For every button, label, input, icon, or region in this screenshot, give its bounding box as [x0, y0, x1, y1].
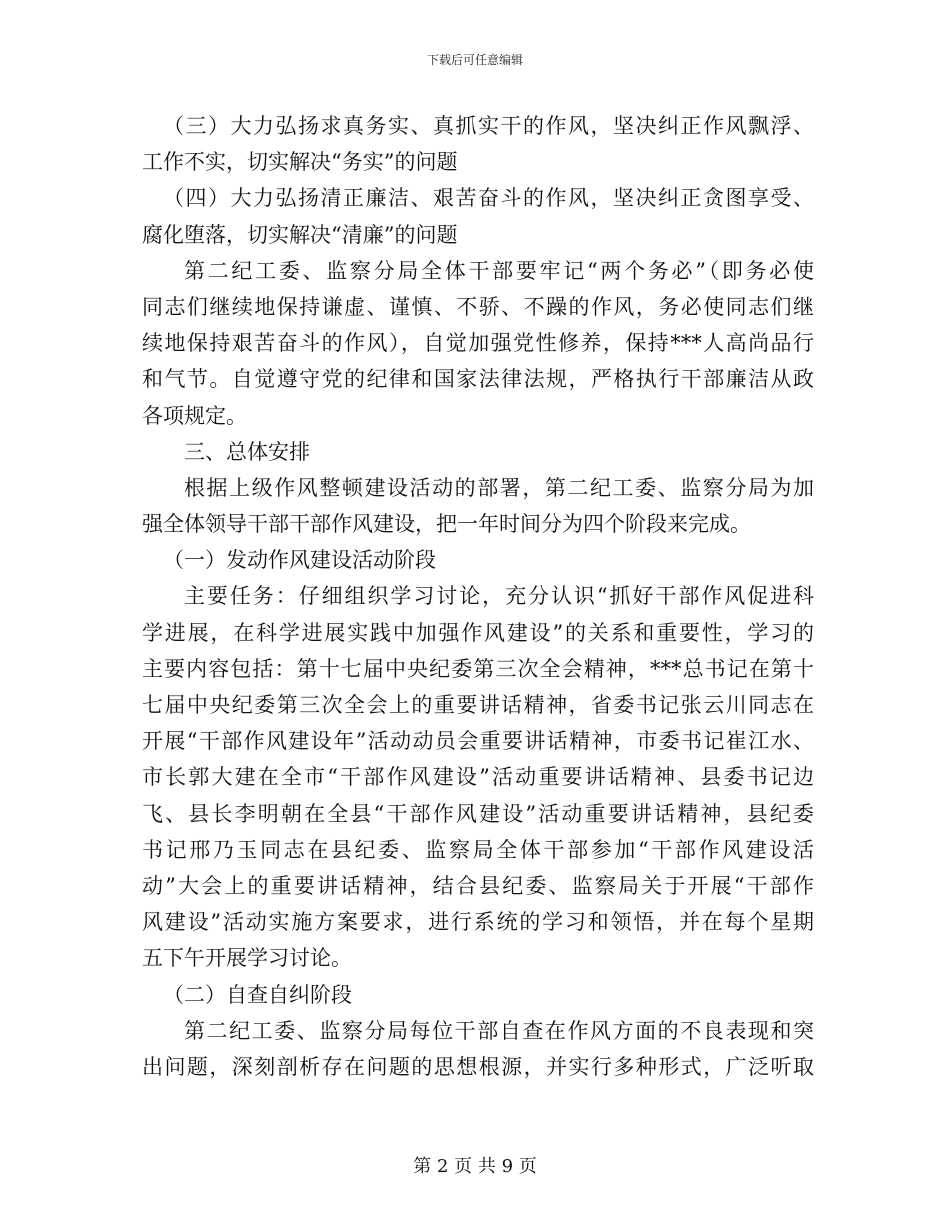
text-line: 五下午开展学习讨论。 — [142, 946, 352, 971]
text-line: （二）自查自纠阶段 — [163, 982, 352, 1007]
text-line: 第二纪工委、监察分局全体干部要牢记“两个务必”（即务必使 — [184, 258, 814, 283]
text-line: （三）大力弘扬求真务实、真抓实干的作风，坚决纠正作风飘浮、 — [163, 114, 814, 138]
text-line: 书记邢乃玉同志在县纪委、监察局全体干部参加“干部作风建设活 — [142, 837, 814, 862]
text-line: 市长郭大建在全市“干部作风建设”活动重要讲话精神、县委书记边 — [142, 765, 814, 790]
page-footer: 第 2 页 共 9 页 — [413, 1156, 537, 1177]
text-line: 飞、县长李明朝在全县“干部作风建设”活动重要讲话精神，县纪委 — [142, 801, 814, 826]
text-line: 各项规定。 — [142, 403, 247, 428]
text-line: （四）大力弘扬清正廉洁、艰苦奋斗的作风，坚决纠正贪图享受、 — [163, 186, 814, 211]
text-line: 强全体领导干部干部作风建设，把一年时间分为四个阶段来完成。 — [142, 512, 751, 537]
text-line: 主要内容包括：第十七届中央纪委第三次全会精神，***总书记在第十 — [142, 656, 814, 681]
text-line: 学进展，在科学进展实践中加强作风建设”的关系和重要性，学习的 — [142, 620, 814, 645]
text-line: 七届中央纪委第三次全会上的重要讲话精神，省委书记张云川同志在 — [142, 693, 814, 717]
text-line: 腐化堕落，切实解决“清廉”的问题 — [142, 222, 458, 247]
page-header: 下载后可任意编辑 — [426, 53, 523, 67]
text-line: 和气节。自觉遵守党的纪律和国家法律法规，严格执行干部廉洁从政 — [142, 367, 814, 392]
text-line: 工作不实，切实解决“务实”的问题 — [142, 150, 458, 175]
text-line: 出问题，深刻剖析存在问题的思想根源，并实行多种形式，广泛听取 — [142, 1054, 814, 1079]
text-line: 主要任务：仔细组织学习讨论，充分认识“抓好干部作风促进科 — [184, 584, 814, 609]
text-line: （一）发动作风建设活动阶段 — [163, 548, 436, 573]
text-line: 开展“干部作风建设年”活动动员会重要讲话精神，市委书记崔江水、 — [142, 729, 814, 754]
text-line: 三、总体安排 — [184, 439, 310, 464]
text-line: 风建设”活动实施方案要求，进行系统的学习和领悟，并在每个星期 — [142, 910, 814, 935]
text-line: 同志们继续地保持谦虚、谨慎、不骄、不躁的作风，务必使同志们继 — [142, 294, 814, 319]
text-line: 根据上级作风整顿建设活动的部署，第二纪工委、监察分局为加 — [184, 475, 814, 500]
text-line: 续地保持艰苦奋斗的作风），自觉加强党性修养，保持***人高尚品行 — [142, 331, 814, 356]
text-line: 动”大会上的重要讲话精神，结合县纪委、监察局关于开展“干部作 — [142, 873, 814, 898]
text-line: 第二纪工委、监察分局每位干部自查在作风方面的不良表现和突 — [184, 1018, 814, 1043]
document-body — [142, 108, 814, 1085]
